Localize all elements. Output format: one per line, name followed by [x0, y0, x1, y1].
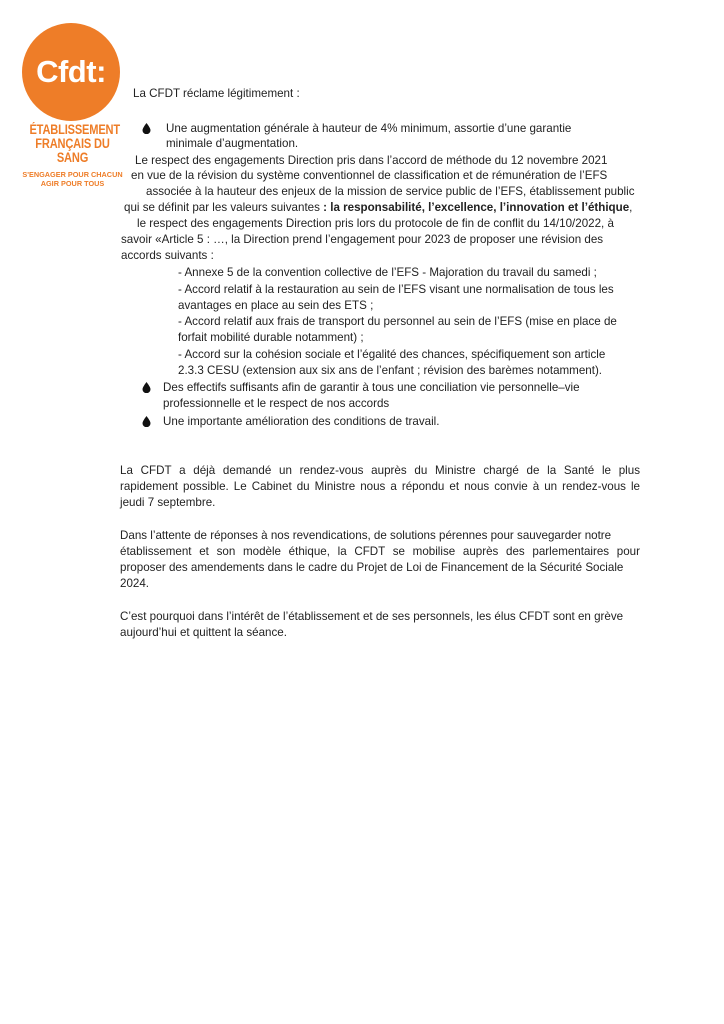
- para1-line2: rapidement possible. Le Cabinet du Ministre nous a répondu et nous convie à un rendez-vous le: [120, 480, 640, 493]
- para3-line1: C’est pourquoi dans l’intérêt de l’établissement et de ses personnels, les élus CFDT sont en grève: [120, 610, 624, 623]
- bullet1-line2: minimale d’augmentation.: [166, 137, 299, 150]
- values-emphasis: : la responsabilité, l’excellence, l’innovation et l’éthique: [323, 201, 630, 214]
- accord-item-2-line2: avantages en place au sein des ETS ;: [178, 299, 374, 312]
- para1-line1: La CFDT a déjà demandé un rendez-vous auprès du Ministre chargé de la Santé le plus: [120, 464, 640, 477]
- accord-item-4-line1: - Accord sur la cohésion sociale et l’égalité des chances, spécifiquement son article: [178, 348, 606, 361]
- respect-line4: [124, 200, 632, 215]
- cfdt-logo: [22, 23, 120, 121]
- respect-line6: savoir «Article 5 : …, la Direction prend l’engagement pour 2023 de proposer une révision des: [121, 233, 604, 246]
- accord-item-2-line1: - Accord relatif à la restauration au sein de l’EFS visant une normalisation de tous les: [178, 283, 614, 296]
- logo-wordmark: Cfdt:: [36, 54, 106, 89]
- para1-line3: jeudi 7 septembre.: [120, 496, 216, 509]
- respect-line5: le respect des engagements Direction pris lors du protocole de fin de conflit du 14/10/2022, à: [137, 217, 614, 230]
- bullet3-text: Une importante amélioration des conditions de travail.: [163, 415, 440, 428]
- bullet2-line2: professionnelle et le respect de nos accords: [163, 397, 390, 410]
- slogan-line2: AGIR POUR TOUS: [40, 179, 105, 188]
- bullet2-line1: Des effectifs suffisants afin de garantir à tous une conciliation vie personnelle–vie: [163, 381, 580, 394]
- respect-line4-end: ,: [629, 201, 633, 214]
- respect-line4-text: qui se définit par les valeurs suivantes: [124, 201, 324, 214]
- drop-icon: [142, 123, 151, 134]
- bullet1-line1: Une augmentation générale à hauteur de 4% minimum, assortie d’une garantie: [166, 122, 572, 135]
- drop-icon: [142, 382, 151, 393]
- slogan-line1: S'ENGAGER POUR CHACUN: [22, 170, 123, 179]
- respect-line7: accords suivants :: [121, 249, 214, 262]
- intro-text: La CFDT réclame légitimement :: [133, 87, 300, 100]
- accord-item-3-line2: forfait mobilité durable notamment) ;: [178, 331, 364, 344]
- accord-item-1: - Annexe 5 de la convention collective de l’EFS - Majoration du travail du samedi ;: [178, 266, 597, 279]
- organization-slogan: [20, 170, 125, 188]
- accord-item-4-line2: 2.3.3 CESU (extension aux six ans de l’enfant ; révision des barèmes notamment).: [178, 364, 603, 377]
- org-name-line2: FRANÇAIS DU SANG: [35, 136, 110, 165]
- org-name-line1: ÉTABLISSEMENT: [29, 122, 120, 137]
- accord-item-3-line1: - Accord relatif aux frais de transport du personnel au sein de l’EFS (mise en place de: [178, 315, 617, 328]
- para3-line2: aujourd’hui et quittent la séance.: [120, 626, 287, 639]
- para2-line1: Dans l’attente de réponses à nos revendications, de solutions pérennes pour sauvegarder notre: [120, 529, 612, 542]
- respect-line2: en vue de la révision du système conventionnel de classification et de rémunération de l’EFS: [131, 169, 608, 182]
- drop-icon: [142, 416, 151, 427]
- respect-line3: associée à la hauteur des enjeux de la mission de service public de l’EFS, établissement public: [146, 185, 635, 198]
- para2-line4: 2024.: [120, 577, 150, 590]
- respect-line1: Le respect des engagements Direction pris dans l’accord de méthode du 12 novembre 2021: [135, 154, 608, 167]
- organization-name: [29, 122, 120, 165]
- para2-line3: proposer des amendements dans le cadre du Projet de Loi de Financement de la Sécurité Sociale: [120, 561, 624, 574]
- para2-line2: établissement et son modèle éthique, la CFDT se mobilise auprès des parlementaires pour: [120, 545, 640, 558]
